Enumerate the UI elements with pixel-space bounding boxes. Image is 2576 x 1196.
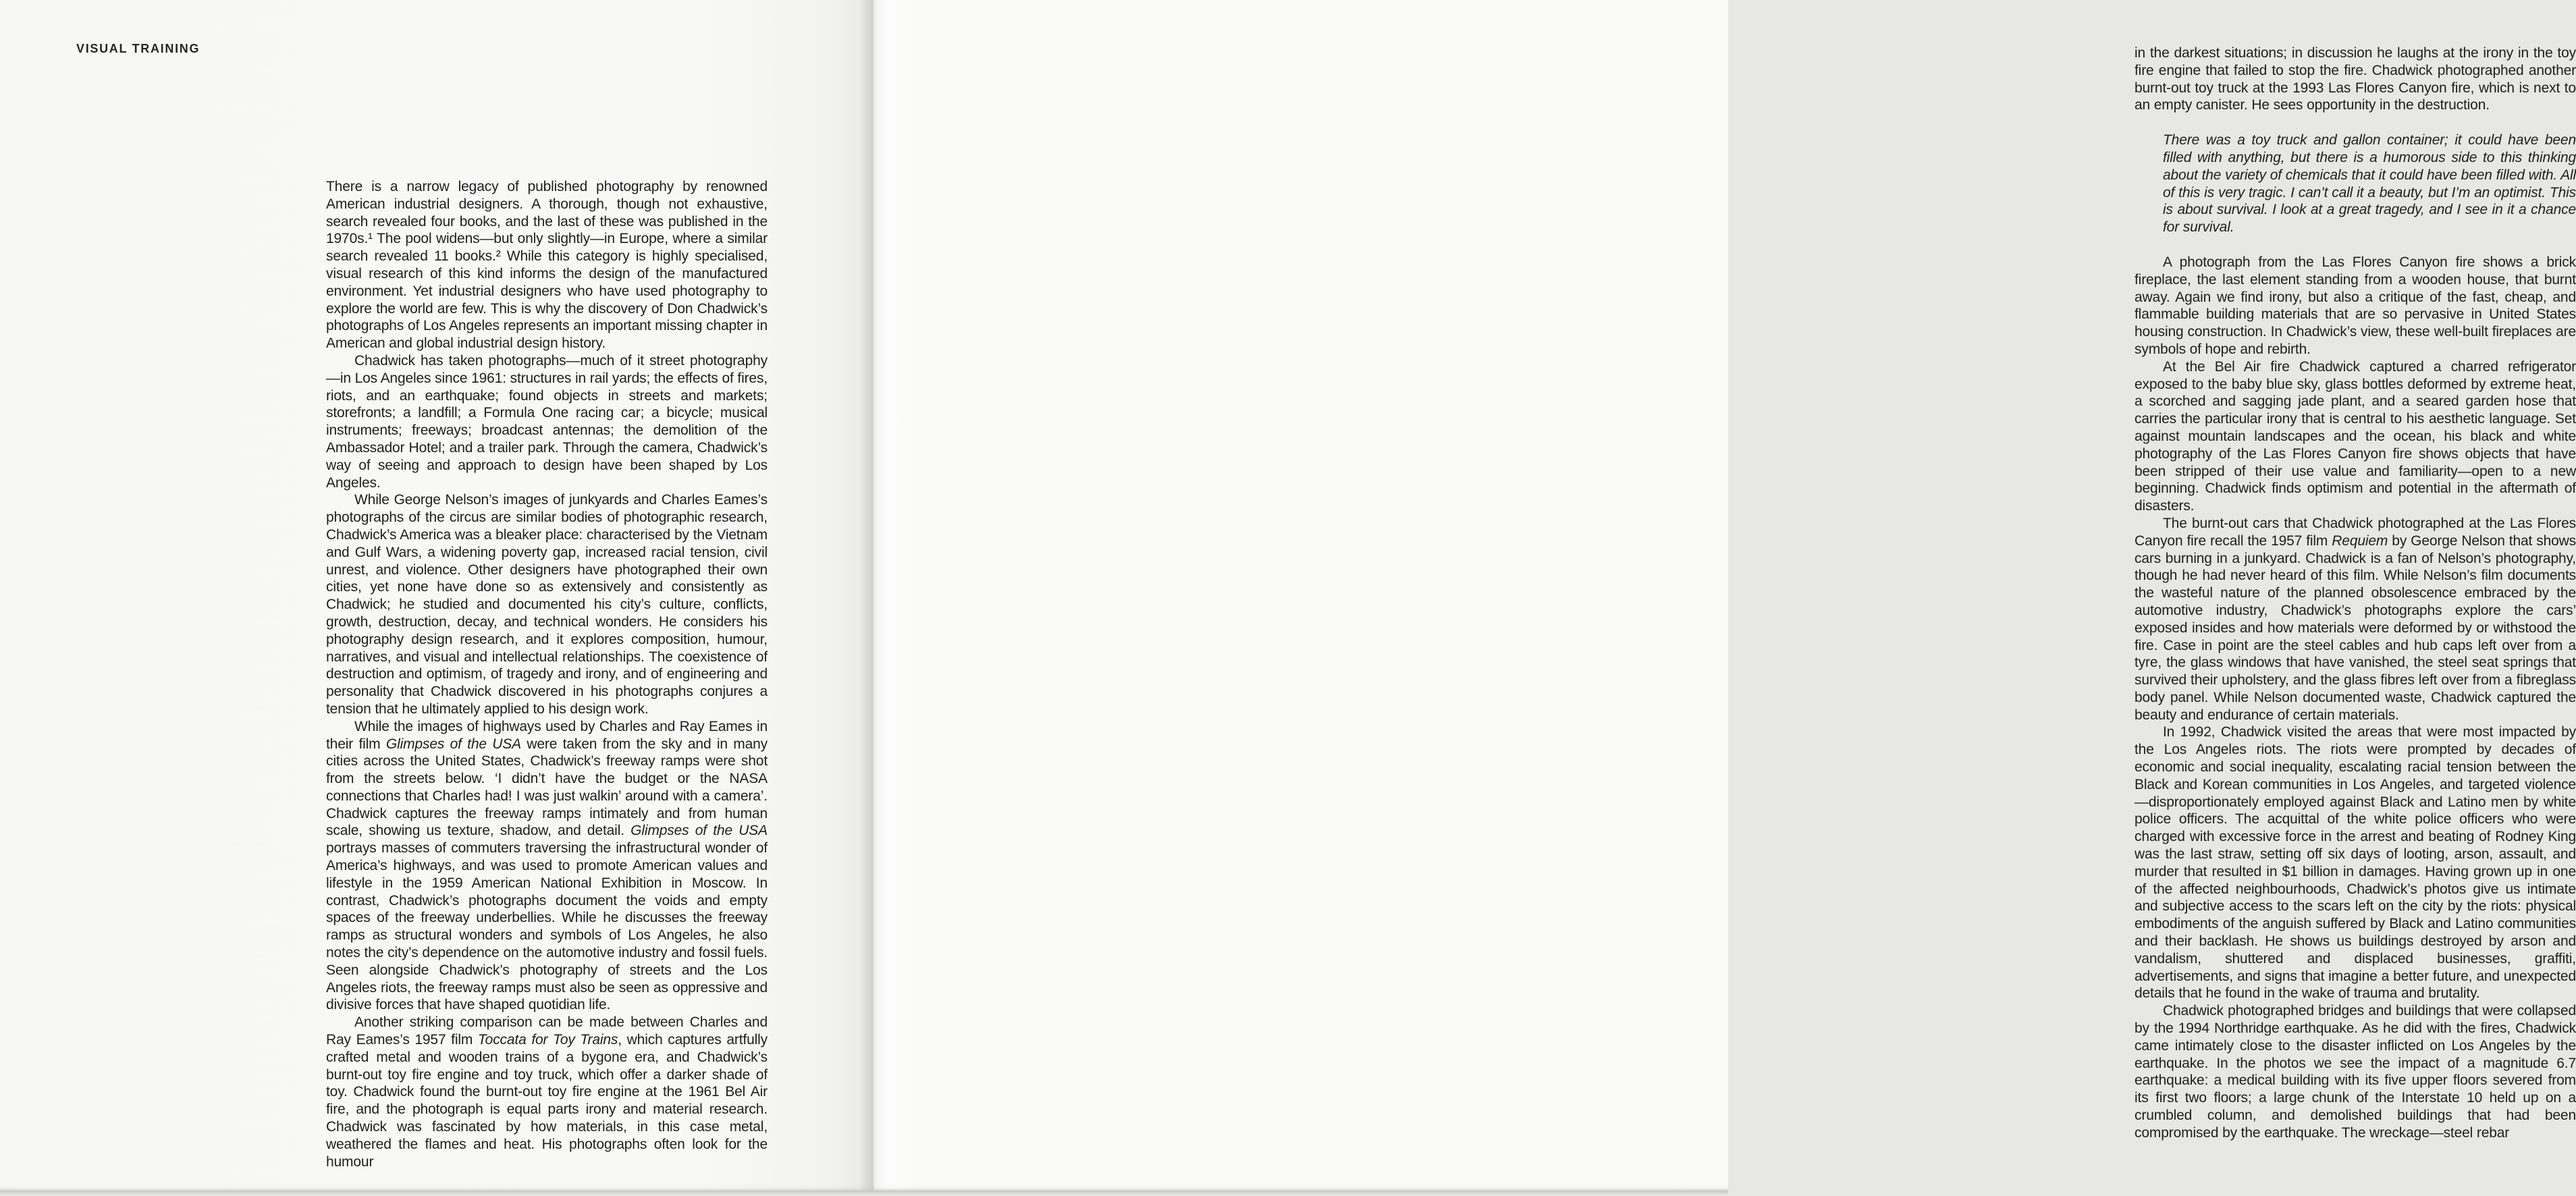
pull-quote: There was a toy truck and gallon container; it could have been filled with anything, but there is a humorous side to this thinking about the variety of chemicals that it could have been filled with. All of this is very tragic. I can’t call it a beauty, but I’m an optimist. This is about survival. I look at a great tragedy, and I see in it a chance for survival. bbox=[2163, 132, 2576, 236]
continuation-paragraph: in the darkest situations; in discussion he laughs at the irony in the toy fire engine that failed to stop the fire. Chadwick photographed another burnt-out toy truck at the 1993 Las Flores Canyon fire, which is next to an empty canister. He sees opportunity in the destruction. bbox=[2135, 45, 2576, 113]
paragraph: Chadwick has taken photographs—much of it street photography—in Los Angeles since 1961: structures in rail yards; the effects of fires, riots, and an earthquake; found objects in streets and markets; storefronts; a landfill; a Formula One racing car; a bicycle; musical instruments; freeways; broadcast antennas; the demolition of the Ambassador Hotel; and a trailer park. Through the camera, Chadwick’s way of seeing and approach to design have been shaped by Los Angeles. bbox=[326, 352, 768, 491]
paragraph: The burnt-out cars that Chadwick photographed at the Las Flores Canyon fire recall the 1957 film Requiem by George Nelson that shows cars burning in a junkyard. Chadwick is a fan of Nelson’s photography, though he had never heard of this film. While Nelson’s film documents the wasteful nature of the planned obsolescence embraced by the automotive industry, Chadwick’s photographs explore the cars’ exposed insides and how materials were deformed by or withstood the fire. Case in point are the steel cables and hub caps left over from a tyre, the glass windows that have vanished, the steel seat springs that survived their upholstery, and the glass fibres left over from a fibreglass body panel. While Nelson documented waste, Chadwick captured the beauty and endurance of certain materials. bbox=[2135, 515, 2576, 723]
paragraph: Another striking comparison can be made between Charles and Ray Eames’s 1957 film Toccata for Toy Trains, which captures artfully crafted metal and wooden trains of a bygone era, and Chadwick’s burnt-out toy fire engine and toy truck, which offer a darker shade of toy. Chadwick found the burnt-out toy fire engine at the 1961 Bel Air fire, and the photograph is equal parts irony and material research. Chadwick was fascinated by how materials, in this case metal, weathered the flames and heat. His photographs often look for the humour bbox=[326, 1014, 768, 1170]
left-text-column bbox=[326, 178, 768, 1170]
paragraph: There is a narrow legacy of published photography by renowned American industrial designers. A thorough, though not exhaustive, search revealed four books, and the last of these was published in the 1970s.¹ The pool widens—but only slightly—in Europe, where a similar search revealed 11 books.² While this category is highly specialised, visual research of this kind informs the design of the manufactured environment. Yet industrial designers who have used photography to explore the world are few. This is why the discovery of Don Chadwick’s photographs of Los Angeles represents an important missing chapter in American and global industrial design history. bbox=[326, 179, 768, 352]
page-left bbox=[0, 0, 874, 1196]
paragraph: A photograph from the Las Flores Canyon fire shows a brick fireplace, the last element standing from a wooden house, that burnt away. Again we find irony, but also a critique of the fast, cheap, and flammable building materials that are so pervasive in United States housing construction. In Chadwick’s view, these well-built fireplaces are symbols of hope and rebirth. bbox=[2135, 254, 2576, 357]
paragraph: In 1992, Chadwick visited the areas that were most impacted by the Los Angeles riots. The riots were prompted by decades of economic and social inequality, escalating racial tension between the Black and Korean communities in Los Angeles, and targeted violence—disproportionately employed against Black and Latino men by white police officers. The acquittal of the white police officers who were charged with excessive force in the arrest and beating of Rodney King was the last straw, setting off six days of looting, arson, assault, and murder that resulted in $1 billion in damages. Having grown up in one of the affected neighbourhoods, Chadwick’s photos give us intimate and subjective access to the scars left on the city by the riots: physical embodiments of the anguish suffered by Black and Latino communities and their backlash. He shows us buildings destroyed by arson and vandalism, shuttered and displaced businesses, graffiti, advertisements, and signs that imagine a better future, and unexpected details that he found in the wake of trauma and brutality. bbox=[2135, 724, 2576, 1002]
paragraph: At the Bel Air fire Chadwick captured a charred refrigerator exposed to the baby blue sky, glass bottles deformed by extreme heat, a scorched and sagging jade plant, and a seared garden hose that carries the particular irony that is central to his aesthetic language. Set against mountain landscapes and the ocean, his black and white photography of the Las Flores Canyon fire shows objects that have been stripped of their use value and familiarity—open to a new beginning. Chadwick finds optimism and potential in the aftermath of disasters. bbox=[2135, 358, 2576, 514]
page-right bbox=[874, 0, 2576, 1196]
paragraph: Chadwick photographed bridges and buildings that were collapsed by the 1994 Northridge earthquake. As he did with the fires, Chadwick came intimately close to the disaster inflicted on Los Angeles by the earthquake. In the photos we see the impact of a magnitude 6.7 earthquake: a medical building with its five upper floors severed from its first two floors; a large chunk of the Interstate 10 held up on a crumbled column, and demolished buildings that had been compromised by the earthquake. The wreckage—steel rebar bbox=[2135, 1003, 2576, 1141]
paragraph: While the images of highways used by Charles and Ray Eames in their film Glimpses of the USA were taken from the sky and in many cities across the United States, Chadwick’s freeway ramps were shot from the streets below. ‘I didn’t have the budget or the NASA connections that Charles had! I was just walkin’ around with a camera’. Chadwick captures the freeway ramps intimately and from human scale, showing us texture, shadow, and detail. Glimpses of the USA portrays masses of commuters traversing the infrastructural wonder of America’s highways, and was used to promote American values and lifestyle in the 1959 American National Exhibition in Moscow. In contrast, Chadwick’s photographs document the voids and empty spaces of the freeway underbellies. While he discusses the freeway ramps as structural wonders and symbols of Los Angeles, he also notes the city’s dependence on the automotive industry and fossil fuels. Seen alongside Chadwick’s photography of streets and the Los Angeles riots, the freeway ramps must also be seen as oppressive and divisive forces that have shaped quotidian life. bbox=[326, 718, 768, 1013]
running-head: VISUAL TRAINING bbox=[76, 42, 200, 55]
paragraph: While George Nelson’s images of junkyards and Charles Eames’s photographs of the circus are similar bodies of photographic research, Chadwick’s America was a bleaker place: characterised by the Vietnam and Gulf Wars, a widening poverty gap, increased racial tension, civil unrest, and violence. Other designers have photographed their own cities, yet none have done so as extensively and consistently as Chadwick; he studied and documented his city’s culture, conflicts, growth, destruction, decay, and technical wonders. He considers his photography design research, and it explores composition, humour, narratives, and visual and intellectual relationships. The coexistence of destruction and optimism, of tragedy and irony, and of engineering and personality that Chadwick discovered in his photographs conjures a tension that he ultimately applied to his design work. bbox=[326, 492, 768, 717]
right-text-column bbox=[2135, 45, 2576, 1142]
